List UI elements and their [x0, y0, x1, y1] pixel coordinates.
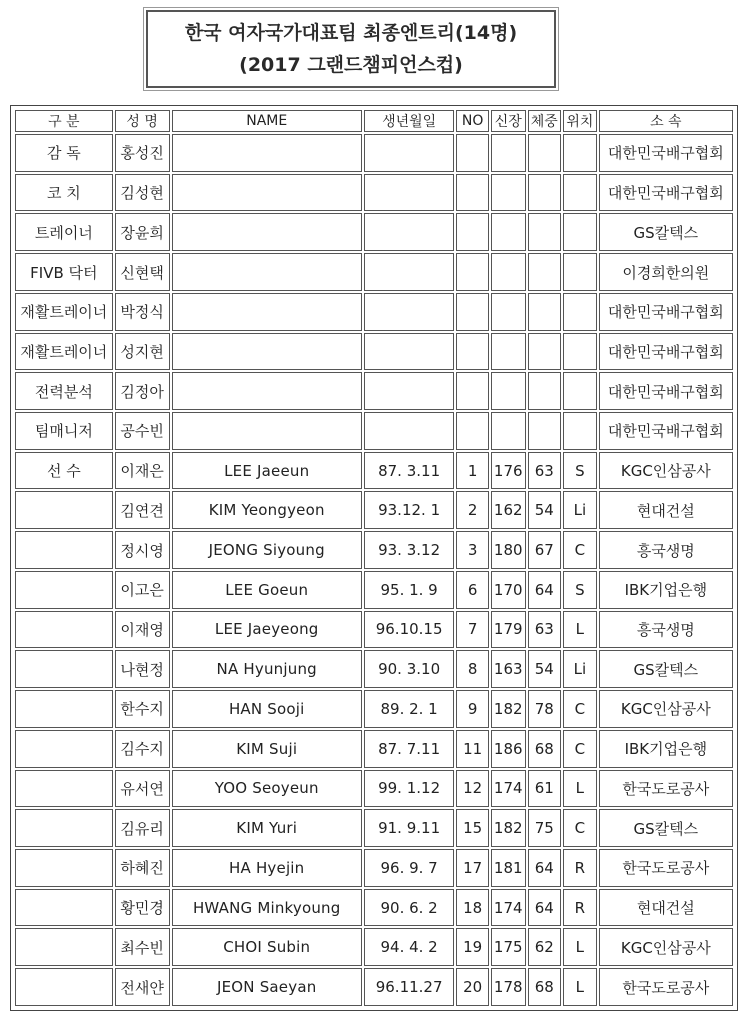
player-name-en: KIM Suji: [172, 730, 362, 768]
player-name-en: KIM Yuri: [172, 809, 362, 847]
player-birth: 96.10.15: [364, 611, 455, 649]
header-birth: 생년월일: [364, 110, 455, 132]
empty-cell: [563, 333, 597, 371]
player-affiliation: GS칼텍스: [599, 809, 733, 847]
player-name-kr: 정시영: [115, 531, 170, 569]
player-birth: 94. 4. 2: [364, 928, 455, 966]
player-position: C: [563, 730, 597, 768]
empty-cell: [528, 134, 562, 172]
empty-cell: [172, 174, 362, 212]
staff-affiliation: GS칼텍스: [599, 213, 733, 251]
player-affiliation: IBK기업은행: [599, 730, 733, 768]
empty-cell: [15, 690, 113, 728]
player-weight: 78: [528, 690, 562, 728]
player-name-en: LEE Jaeyeong: [172, 611, 362, 649]
empty-cell: [491, 134, 526, 172]
player-affiliation: 흥국생명: [599, 531, 733, 569]
player-height: 162: [491, 491, 526, 529]
player-name-kr: 전새얀: [115, 968, 170, 1006]
staff-row: [15, 253, 733, 291]
player-height: 182: [491, 690, 526, 728]
roster-table: [13, 108, 735, 1008]
player-weight: 68: [528, 968, 562, 1006]
staff-row: [15, 372, 733, 410]
player-name-kr: 김유리: [115, 809, 170, 847]
player-name-en: CHOI Subin: [172, 928, 362, 966]
staff-row: [15, 333, 733, 371]
header-row: [15, 110, 733, 132]
player-row: [15, 491, 733, 529]
empty-cell: [491, 213, 526, 251]
player-birth: 90. 3.10: [364, 650, 455, 688]
player-name-kr: 한수지: [115, 690, 170, 728]
player-weight: 67: [528, 531, 562, 569]
header-category: 구 분: [15, 110, 113, 132]
player-name-kr: 김수지: [115, 730, 170, 768]
empty-cell: [528, 213, 562, 251]
staff-row: [15, 293, 733, 331]
empty-cell: [456, 372, 489, 410]
staff-role: FIVB 닥터: [15, 253, 113, 291]
player-affiliation: 한국도로공사: [599, 770, 733, 808]
player-no: 17: [456, 849, 489, 887]
title-box: [146, 10, 556, 88]
player-height: 179: [491, 611, 526, 649]
header-position: 위치: [563, 110, 597, 132]
header-name-en: NAME: [172, 110, 362, 132]
player-affiliation: 흥국생명: [599, 611, 733, 649]
player-row: [15, 770, 733, 808]
empty-cell: [15, 968, 113, 1006]
player-height: 178: [491, 968, 526, 1006]
player-birth: 93.12. 1: [364, 491, 455, 529]
empty-cell: [563, 412, 597, 450]
player-height: 174: [491, 770, 526, 808]
title-line-1: 한국 여자국가대표팀 최종엔트리(14명): [184, 22, 518, 44]
player-position: L: [563, 928, 597, 966]
player-name-kr: 하혜진: [115, 849, 170, 887]
empty-cell: [491, 372, 526, 410]
empty-cell: [563, 174, 597, 212]
player-birth: 87. 3.11: [364, 452, 455, 490]
staff-affiliation: 대한민국배구협회: [599, 372, 733, 410]
player-name-en: NA Hyunjung: [172, 650, 362, 688]
player-no: 19: [456, 928, 489, 966]
header-height: 신장: [491, 110, 526, 132]
player-weight: 75: [528, 809, 562, 847]
staff-role: 재활트레이너: [15, 333, 113, 371]
player-height: 174: [491, 889, 526, 927]
empty-cell: [364, 174, 455, 212]
player-birth: 96.11.27: [364, 968, 455, 1006]
empty-cell: [364, 293, 455, 331]
player-height: 175: [491, 928, 526, 966]
empty-cell: [15, 809, 113, 847]
empty-cell: [528, 174, 562, 212]
empty-cell: [15, 571, 113, 609]
staff-row: [15, 213, 733, 251]
empty-cell: [364, 333, 455, 371]
staff-row: [15, 134, 733, 172]
roster-table-frame: [10, 105, 738, 1011]
player-position: S: [563, 452, 597, 490]
empty-cell: [456, 412, 489, 450]
staff-role: 전력분석: [15, 372, 113, 410]
player-no: 11: [456, 730, 489, 768]
player-weight: 64: [528, 571, 562, 609]
player-height: 181: [491, 849, 526, 887]
player-name-kr: 나현정: [115, 650, 170, 688]
player-row: [15, 809, 733, 847]
empty-cell: [15, 928, 113, 966]
staff-affiliation: 대한민국배구협회: [599, 333, 733, 371]
player-no: 12: [456, 770, 489, 808]
player-name-en: HA Hyejin: [172, 849, 362, 887]
player-row: [15, 531, 733, 569]
player-height: 186: [491, 730, 526, 768]
empty-cell: [456, 293, 489, 331]
player-row: [15, 968, 733, 1006]
player-height: 180: [491, 531, 526, 569]
staff-row: [15, 174, 733, 212]
header-weight: 체중: [528, 110, 562, 132]
player-name-kr: 유서연: [115, 770, 170, 808]
player-birth: 95. 1. 9: [364, 571, 455, 609]
player-weight: 64: [528, 849, 562, 887]
player-affiliation: 한국도로공사: [599, 849, 733, 887]
empty-cell: [364, 134, 455, 172]
player-no: 20: [456, 968, 489, 1006]
title-line-2: (2017 그랜드챔피언스컵): [239, 54, 463, 76]
player-affiliation: GS칼텍스: [599, 650, 733, 688]
empty-cell: [563, 213, 597, 251]
empty-cell: [172, 372, 362, 410]
player-no: 6: [456, 571, 489, 609]
empty-cell: [172, 412, 362, 450]
player-row: [15, 650, 733, 688]
player-row: [15, 611, 733, 649]
staff-name-kr: 김정아: [115, 372, 170, 410]
empty-cell: [456, 253, 489, 291]
player-no: 15: [456, 809, 489, 847]
empty-cell: [15, 491, 113, 529]
staff-affiliation: 이경희한의원: [599, 253, 733, 291]
empty-cell: [15, 889, 113, 927]
empty-cell: [172, 253, 362, 291]
player-affiliation: KGC인삼공사: [599, 452, 733, 490]
empty-cell: [364, 253, 455, 291]
player-birth: 93. 3.12: [364, 531, 455, 569]
staff-role: 재활트레이너: [15, 293, 113, 331]
player-row: [15, 849, 733, 887]
player-name-kr: 최수빈: [115, 928, 170, 966]
player-height: 182: [491, 809, 526, 847]
player-name-kr: 이고은: [115, 571, 170, 609]
player-affiliation: IBK기업은행: [599, 571, 733, 609]
player-affiliation: KGC인삼공사: [599, 928, 733, 966]
player-weight: 54: [528, 491, 562, 529]
player-row: [15, 571, 733, 609]
player-height: 176: [491, 452, 526, 490]
player-affiliation: 한국도로공사: [599, 968, 733, 1006]
player-weight: 63: [528, 611, 562, 649]
player-position: L: [563, 611, 597, 649]
player-name-en: LEE Jaeeun: [172, 452, 362, 490]
empty-cell: [364, 412, 455, 450]
empty-cell: [172, 134, 362, 172]
player-name-en: HWANG Minkyoung: [172, 889, 362, 927]
player-row: [15, 452, 733, 490]
player-name-kr: 김연견: [115, 491, 170, 529]
empty-cell: [456, 213, 489, 251]
player-weight: 62: [528, 928, 562, 966]
player-name-en: JEONG Siyoung: [172, 531, 362, 569]
player-weight: 61: [528, 770, 562, 808]
player-no: 9: [456, 690, 489, 728]
staff-name-kr: 공수빈: [115, 412, 170, 450]
staff-role: 코 치: [15, 174, 113, 212]
player-weight: 64: [528, 889, 562, 927]
player-name-en: YOO Seoyeun: [172, 770, 362, 808]
empty-cell: [563, 293, 597, 331]
player-no: 7: [456, 611, 489, 649]
staff-name-kr: 김성현: [115, 174, 170, 212]
empty-cell: [364, 213, 455, 251]
empty-cell: [456, 134, 489, 172]
player-birth: 89. 2. 1: [364, 690, 455, 728]
empty-cell: [172, 333, 362, 371]
empty-cell: [456, 174, 489, 212]
player-position: L: [563, 968, 597, 1006]
empty-cell: [15, 849, 113, 887]
player-name-kr: 이재영: [115, 611, 170, 649]
empty-cell: [172, 213, 362, 251]
player-birth: 99. 1.12: [364, 770, 455, 808]
header-name-kr: 성 명: [115, 110, 170, 132]
players-label: 선 수: [15, 452, 113, 490]
empty-cell: [364, 372, 455, 410]
empty-cell: [491, 333, 526, 371]
player-row: [15, 730, 733, 768]
empty-cell: [528, 412, 562, 450]
player-position: S: [563, 571, 597, 609]
player-no: 1: [456, 452, 489, 490]
player-affiliation: KGC인삼공사: [599, 690, 733, 728]
empty-cell: [563, 253, 597, 291]
staff-role: 팀매니저: [15, 412, 113, 450]
empty-cell: [528, 293, 562, 331]
player-height: 163: [491, 650, 526, 688]
empty-cell: [172, 293, 362, 331]
player-position: R: [563, 849, 597, 887]
player-name-en: LEE Goeun: [172, 571, 362, 609]
empty-cell: [528, 372, 562, 410]
empty-cell: [563, 372, 597, 410]
empty-cell: [491, 293, 526, 331]
player-name-kr: 황민경: [115, 889, 170, 927]
staff-name-kr: 신현택: [115, 253, 170, 291]
player-no: 3: [456, 531, 489, 569]
player-affiliation: 현대건설: [599, 889, 733, 927]
player-name-en: KIM Yeongyeon: [172, 491, 362, 529]
empty-cell: [15, 611, 113, 649]
staff-name-kr: 박정식: [115, 293, 170, 331]
player-weight: 54: [528, 650, 562, 688]
empty-cell: [563, 134, 597, 172]
player-affiliation: 현대건설: [599, 491, 733, 529]
player-no: 2: [456, 491, 489, 529]
player-name-en: HAN Sooji: [172, 690, 362, 728]
player-position: C: [563, 690, 597, 728]
player-position: Li: [563, 491, 597, 529]
player-birth: 87. 7.11: [364, 730, 455, 768]
player-row: [15, 928, 733, 966]
player-position: L: [563, 770, 597, 808]
player-no: 18: [456, 889, 489, 927]
empty-cell: [456, 333, 489, 371]
empty-cell: [491, 253, 526, 291]
header-no: NO: [456, 110, 489, 132]
empty-cell: [528, 333, 562, 371]
header-affiliation: 소 속: [599, 110, 733, 132]
staff-name-kr: 장윤희: [115, 213, 170, 251]
player-name-kr: 이재은: [115, 452, 170, 490]
player-no: 8: [456, 650, 489, 688]
staff-affiliation: 대한민국배구협회: [599, 134, 733, 172]
staff-affiliation: 대한민국배구협회: [599, 293, 733, 331]
staff-affiliation: 대한민국배구협회: [599, 412, 733, 450]
empty-cell: [491, 412, 526, 450]
empty-cell: [15, 730, 113, 768]
player-name-en: JEON Saeyan: [172, 968, 362, 1006]
player-position: R: [563, 889, 597, 927]
player-position: C: [563, 809, 597, 847]
player-position: C: [563, 531, 597, 569]
staff-role: 감 독: [15, 134, 113, 172]
player-weight: 68: [528, 730, 562, 768]
player-birth: 96. 9. 7: [364, 849, 455, 887]
empty-cell: [15, 531, 113, 569]
player-birth: 91. 9.11: [364, 809, 455, 847]
player-row: [15, 690, 733, 728]
staff-affiliation: 대한민국배구협회: [599, 174, 733, 212]
staff-name-kr: 홍성진: [115, 134, 170, 172]
player-height: 170: [491, 571, 526, 609]
player-birth: 90. 6. 2: [364, 889, 455, 927]
staff-name-kr: 성지현: [115, 333, 170, 371]
empty-cell: [15, 770, 113, 808]
empty-cell: [15, 650, 113, 688]
staff-row: [15, 412, 733, 450]
player-weight: 63: [528, 452, 562, 490]
player-row: [15, 889, 733, 927]
player-position: Li: [563, 650, 597, 688]
empty-cell: [528, 253, 562, 291]
staff-role: 트레이너: [15, 213, 113, 251]
empty-cell: [491, 174, 526, 212]
